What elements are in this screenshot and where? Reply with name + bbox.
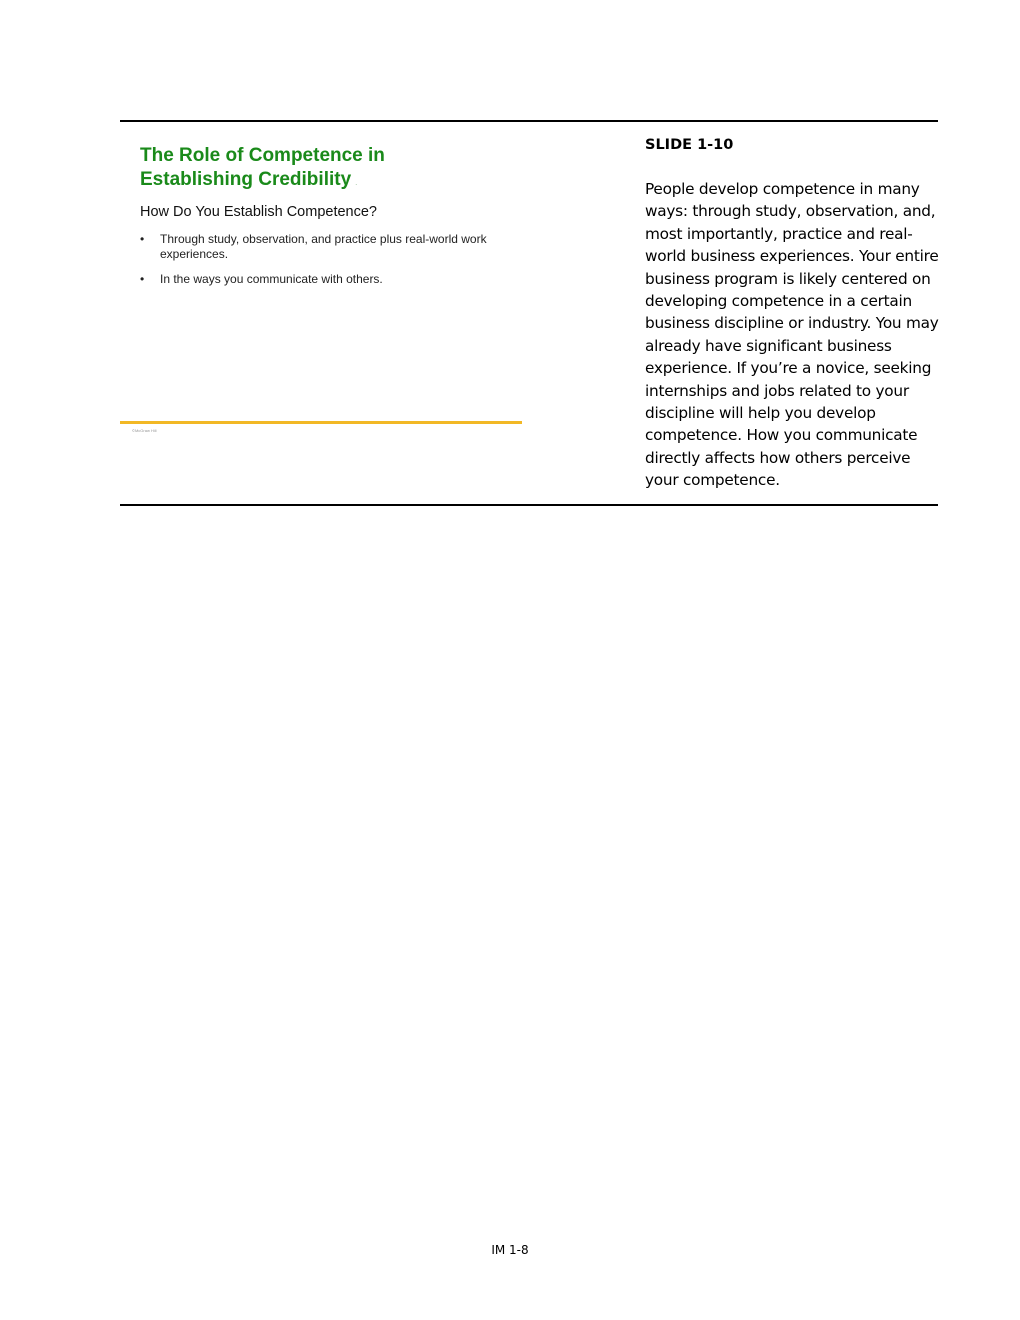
slide-notes (645, 134, 941, 492)
slide-bullet-list (140, 232, 500, 297)
slide-subtitle: How Do You Establish Competence? (140, 204, 377, 220)
bullet-icon: • (140, 272, 145, 286)
slide-title: The Role of Competence in Establishing Credibility . (140, 145, 385, 190)
slide-footer-line (120, 421, 522, 424)
title-mark: . (355, 178, 358, 187)
notes-body: People develop competence in many ways: through study, observation, and, most importantly, practice and real-world business experiences. Your entire business program is likely centered on developing competence in a certain business discipline or industry. You may already have significant business experience. If you’re a novice, seeking internships and jobs related to your discipline will help you develop competence. How you communicate directly affects how others perceive your competence. (645, 180, 939, 490)
slide-bullet-item: • In the ways you communicate with others. (140, 272, 383, 286)
slide-copyright: ©McGraw Hill (132, 428, 157, 433)
bottom-rule (120, 504, 938, 506)
bullet-icon: • (140, 232, 145, 246)
slide-thumbnail (120, 122, 522, 442)
notes-heading: SLIDE 1-10 (645, 137, 734, 153)
slide-bullet-item: • Through study, observation, and practice plus real-world work experiences. (140, 232, 487, 261)
page-number: IM 1-8 (491, 1243, 529, 1257)
